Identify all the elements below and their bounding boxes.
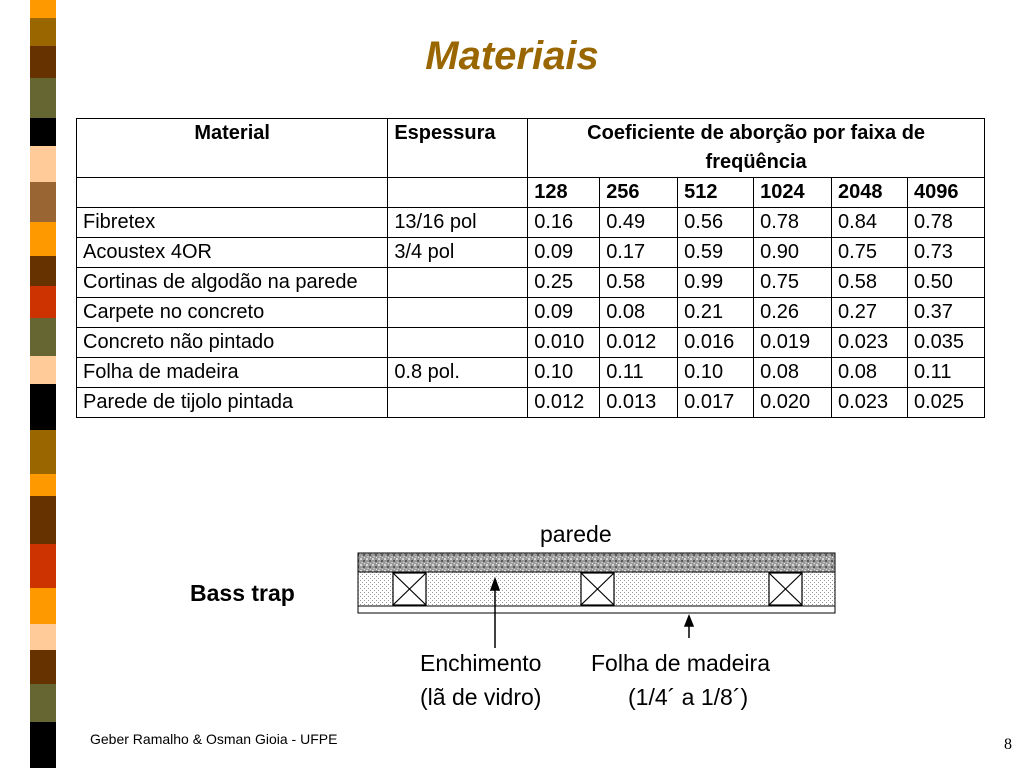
coefficient-cell: 0.012 [528,388,600,418]
coefficient-cell: 0.020 [754,388,832,418]
wood-board [358,606,835,613]
board-label-line1: Folha de madeira [591,650,770,676]
material-cell: Concreto não pintado [77,328,388,358]
material-cell: Carpete no concreto [77,298,388,328]
frequency-header: 4096 [908,178,985,208]
coefficient-cell: 0.023 [832,388,908,418]
coefficient-cell: 0.11 [600,358,678,388]
coefficient-cell: 0.27 [832,298,908,328]
coefficient-cell: 0.035 [908,328,985,358]
coefficient-cell: 0.019 [754,328,832,358]
coefficient-cell: 0.09 [528,238,600,268]
material-cell: Parede de tijolo pintada [77,388,388,418]
fill-label-line2: (lã de vidro) [420,684,542,710]
stud-block [769,573,802,605]
coefficient-cell: 0.16 [528,208,600,238]
coefficient-cell: 0.010 [528,328,600,358]
board-arrow [685,616,693,638]
footer-credit: Geber Ramalho & Osman Gioia - UFPE [90,731,338,747]
header-coeficiente: Coeficiente de aborção por faixa de freqüência [528,119,985,178]
header-material: Material [77,119,388,178]
material-cell: Acoustex 4OR [77,238,388,268]
stud-block [393,573,426,605]
coefficient-cell: 0.49 [600,208,678,238]
coefficient-cell: 0.013 [600,388,678,418]
coefficient-cell: 0.75 [754,268,832,298]
coefficient-cell: 0.08 [754,358,832,388]
coefficient-cell: 0.84 [832,208,908,238]
wall-label: parede [540,521,612,547]
coefficient-cell: 0.78 [754,208,832,238]
frequency-header: 512 [678,178,754,208]
coefficient-cell: 0.023 [832,328,908,358]
coefficient-cell: 0.58 [600,268,678,298]
coefficient-cell: 0.26 [754,298,832,328]
stud-block [581,573,614,605]
thickness-cell: 13/16 pol [388,208,528,238]
slide-title: Materiais [425,34,599,78]
material-cell: Folha de madeira [77,358,388,388]
frequency-header: 2048 [832,178,908,208]
coefficient-cell: 0.58 [832,268,908,298]
frequency-header: 256 [600,178,678,208]
coefficient-cell: 0.10 [678,358,754,388]
coefficient-cell: 0.11 [908,358,985,388]
wall-layer [358,553,835,572]
coefficient-cell: 0.17 [600,238,678,268]
thickness-cell: 3/4 pol [388,238,528,268]
coefficient-cell: 0.75 [832,238,908,268]
fill-label-line1: Enchimento [420,650,542,676]
coefficient-cell: 0.017 [678,388,754,418]
frequency-header: 1024 [754,178,832,208]
coefficient-cell: 0.90 [754,238,832,268]
coefficient-cell: 0.09 [528,298,600,328]
thickness-cell: 0.8 pol. [388,358,528,388]
coefficient-cell: 0.016 [678,328,754,358]
coefficient-cell: 0.21 [678,298,754,328]
coefficient-cell: 0.50 [908,268,985,298]
coefficient-cell: 0.25 [528,268,600,298]
frequency-header: 128 [528,178,600,208]
coefficient-cell: 0.37 [908,298,985,328]
coefficient-cell: 0.025 [908,388,985,418]
page-number: 8 [1004,736,1012,753]
coefficient-cell: 0.012 [600,328,678,358]
header-espessura: Espessura [388,119,528,178]
coefficient-cell: 0.59 [678,238,754,268]
material-cell: Cortinas de algodão na parede [77,268,388,298]
coefficient-cell: 0.73 [908,238,985,268]
coefficient-cell: 0.78 [908,208,985,238]
coefficient-cell: 0.08 [832,358,908,388]
coefficient-cell: 0.99 [678,268,754,298]
bass-trap-label: Bass trap [190,580,295,606]
material-cell: Fibretex [77,208,388,238]
coefficient-cell: 0.08 [600,298,678,328]
coefficient-cell: 0.56 [678,208,754,238]
coefficient-cell: 0.10 [528,358,600,388]
board-label-line2: (1/4´ a 1/8´) [628,684,749,710]
